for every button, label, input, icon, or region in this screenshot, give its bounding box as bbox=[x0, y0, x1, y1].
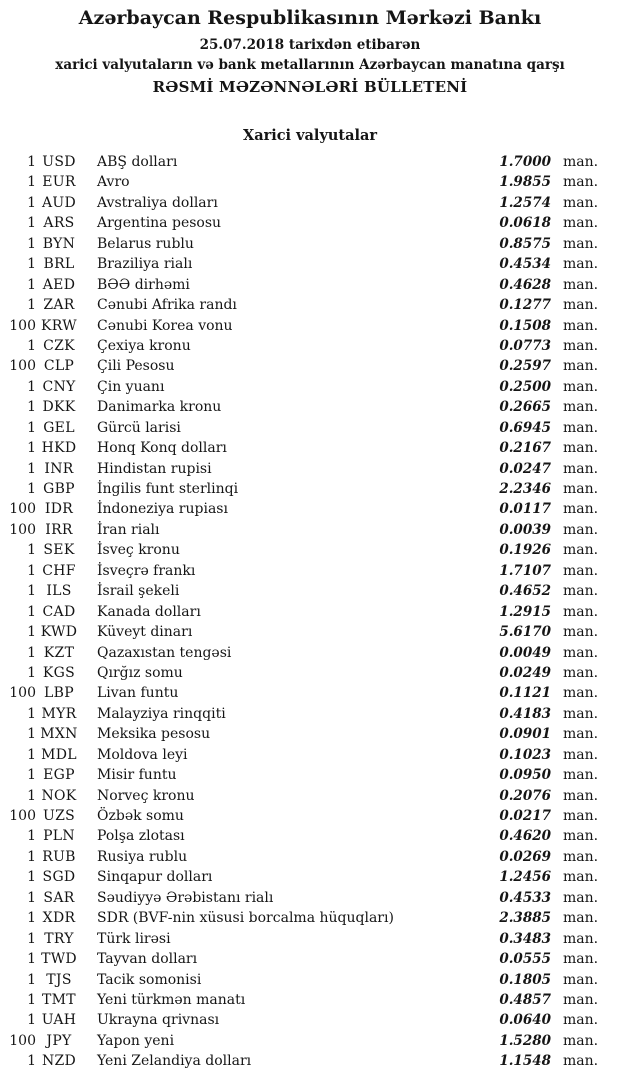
currency-code: KGS bbox=[42, 664, 76, 681]
quantity: 1 bbox=[27, 297, 36, 314]
rate-unit: man. bbox=[563, 399, 599, 416]
currency-code: GBP bbox=[43, 481, 75, 497]
rate-unit: man. bbox=[563, 705, 599, 722]
currency-name: ABŞ dolları bbox=[97, 154, 178, 170]
table-row bbox=[0, 929, 604, 949]
quantity: 1 bbox=[27, 419, 36, 436]
rate-unit: man. bbox=[563, 440, 599, 457]
quantity: 1 bbox=[27, 460, 36, 477]
table-row bbox=[0, 663, 604, 683]
currency-code: NOK bbox=[41, 787, 77, 804]
currency-name: Rusiya rublu bbox=[97, 848, 188, 865]
rate-value: 0.4533 bbox=[499, 889, 551, 906]
quantity: 1 bbox=[27, 440, 36, 457]
currency-code: UZS bbox=[42, 808, 76, 824]
rate-value: 0.2597 bbox=[499, 358, 551, 375]
currency-name: Moldova leyi bbox=[97, 746, 188, 763]
currency-code: GEL bbox=[43, 419, 75, 436]
rate-unit: man. bbox=[563, 869, 599, 886]
rate-value: 0.1926 bbox=[499, 542, 551, 559]
quantity: 100 bbox=[9, 521, 36, 538]
quantity: 1 bbox=[27, 910, 36, 927]
table-row bbox=[0, 418, 604, 438]
quantity: 1 bbox=[27, 1053, 36, 1070]
currency-name: Braziliya rialı bbox=[97, 256, 193, 273]
table-row bbox=[0, 888, 604, 908]
currency-name: Küveyt dinarı bbox=[97, 624, 193, 641]
quantity: 1 bbox=[27, 215, 36, 232]
currency-name: İsveçrə frankı bbox=[97, 562, 196, 579]
currency-code: CAD bbox=[42, 603, 76, 620]
currency-code: CZK bbox=[43, 337, 75, 354]
table-row bbox=[0, 336, 604, 356]
currency-code: ZAR bbox=[43, 297, 75, 314]
table-row bbox=[0, 316, 604, 336]
table-row bbox=[0, 438, 604, 458]
currency-code: TRY bbox=[44, 930, 74, 947]
table-row bbox=[0, 602, 604, 622]
rate-value: 1.5280 bbox=[499, 1032, 551, 1049]
currency-code: PLN bbox=[43, 828, 75, 845]
rate-value: 0.0249 bbox=[499, 664, 551, 681]
rate-unit: man. bbox=[563, 848, 599, 865]
bank-name-title: Azərbaycan Respublikasının Mərkəzi Bankı bbox=[78, 7, 542, 29]
currency-code: SGD bbox=[42, 869, 76, 886]
quantity: 1 bbox=[27, 971, 36, 988]
rate-value: 2.2346 bbox=[499, 481, 551, 497]
table-row bbox=[0, 152, 604, 172]
currency-name: İran rialı bbox=[97, 521, 160, 538]
rate-unit: man. bbox=[563, 297, 599, 314]
table-row bbox=[0, 990, 604, 1010]
currency-name: Yapon yeni bbox=[97, 1032, 175, 1049]
currency-name: Malayziya rinqqiti bbox=[97, 705, 226, 722]
currency-code: BRL bbox=[43, 256, 75, 273]
table-row bbox=[0, 581, 604, 601]
bulletin-title: RƏSMİ MƏZƏNNƏLƏRİ BÜLLETENİ bbox=[152, 78, 468, 96]
rate-unit: man. bbox=[563, 685, 599, 702]
rate-value: 0.0117 bbox=[499, 501, 551, 518]
currency-code: USD bbox=[42, 154, 76, 170]
rate-unit: man. bbox=[563, 378, 599, 395]
quantity: 100 bbox=[9, 685, 36, 702]
quantity: 1 bbox=[27, 930, 36, 947]
table-row bbox=[0, 683, 604, 703]
table-row bbox=[0, 540, 604, 560]
quantity: 1 bbox=[27, 194, 36, 211]
table-row bbox=[0, 970, 604, 990]
rate-unit: man. bbox=[563, 481, 599, 497]
rate-unit: man. bbox=[563, 746, 599, 763]
currency-name: Tayvan dolları bbox=[97, 951, 198, 968]
rate-unit: man. bbox=[563, 317, 599, 334]
currency-code: UAH bbox=[41, 1012, 77, 1029]
rate-value: 0.0217 bbox=[499, 808, 551, 824]
table-row bbox=[0, 867, 604, 887]
rate-value: 0.0618 bbox=[499, 215, 551, 232]
rate-value: 5.6170 bbox=[499, 624, 551, 641]
rate-value: 0.4534 bbox=[499, 256, 551, 273]
currency-code: AUD bbox=[41, 194, 77, 211]
quantity: 100 bbox=[9, 358, 36, 375]
rate-value: 0.4857 bbox=[499, 991, 551, 1008]
quantity: 1 bbox=[27, 869, 36, 886]
currency-code: MDL bbox=[41, 746, 77, 763]
table-row bbox=[0, 377, 604, 397]
currency-code: AED bbox=[42, 276, 76, 293]
currency-name: BƏƏ dirhəmi bbox=[97, 276, 190, 293]
currency-name: Səudiyyə Ərəbistanı rialı bbox=[97, 889, 274, 906]
table-row bbox=[0, 295, 604, 315]
currency-code: CHF bbox=[42, 562, 76, 579]
rate-value: 0.4620 bbox=[499, 828, 551, 845]
currency-name: Sinqapur dolları bbox=[97, 869, 213, 886]
currency-code: CNY bbox=[42, 378, 76, 395]
rate-value: 0.0049 bbox=[499, 644, 551, 661]
currency-name: Qırğız somu bbox=[97, 664, 183, 681]
quantity: 100 bbox=[9, 808, 36, 824]
currency-name: Çili Pesosu bbox=[97, 358, 175, 375]
currency-code: KRW bbox=[41, 317, 77, 334]
rate-unit: man. bbox=[563, 562, 599, 579]
rate-value: 1.7000 bbox=[499, 154, 551, 170]
rate-value: 0.0773 bbox=[499, 337, 551, 354]
currency-name: Belarus rublu bbox=[97, 235, 194, 252]
quantity: 1 bbox=[27, 174, 36, 191]
rate-value: 1.9855 bbox=[499, 174, 551, 191]
rate-unit: man. bbox=[563, 889, 599, 906]
currency-code: KZT bbox=[43, 644, 75, 661]
table-row bbox=[0, 704, 604, 724]
currency-code: TJS bbox=[46, 971, 72, 988]
table-row bbox=[0, 765, 604, 785]
currency-name: Argentina pesosu bbox=[97, 215, 222, 232]
quantity: 1 bbox=[27, 848, 36, 865]
table-row bbox=[0, 826, 604, 846]
rate-value: 0.0901 bbox=[499, 726, 551, 743]
currency-name: Danimarka kronu bbox=[97, 399, 222, 416]
quantity: 1 bbox=[27, 542, 36, 559]
currency-code: LBP bbox=[44, 685, 74, 702]
currency-code: MXN bbox=[40, 726, 78, 743]
rate-value: 2.3885 bbox=[499, 910, 551, 927]
quantity: 100 bbox=[9, 501, 36, 518]
currency-name: Avro bbox=[97, 174, 130, 191]
quantity: 1 bbox=[27, 378, 36, 395]
rate-unit: man. bbox=[563, 726, 599, 743]
rate-unit: man. bbox=[563, 215, 599, 232]
currency-name: Gürcü larisi bbox=[97, 419, 181, 436]
section-title-foreign-currencies: Xarici valyutalar bbox=[242, 127, 378, 144]
currency-name: İndoneziya rupiası bbox=[97, 501, 228, 518]
quantity: 100 bbox=[9, 1032, 36, 1049]
quantity: 1 bbox=[27, 337, 36, 354]
currency-name: Yeni Zelandiya dolları bbox=[97, 1053, 252, 1070]
currency-code: IRR bbox=[45, 521, 73, 538]
quantity: 100 bbox=[9, 317, 36, 334]
table-row bbox=[0, 172, 604, 192]
currency-code: ARS bbox=[43, 215, 75, 232]
rate-value: 0.0950 bbox=[499, 767, 551, 784]
rate-value: 1.2915 bbox=[499, 603, 551, 620]
currency-name: Çexiya kronu bbox=[97, 337, 191, 354]
rate-unit: man. bbox=[563, 194, 599, 211]
rate-value: 1.2574 bbox=[499, 194, 551, 211]
table-row bbox=[0, 356, 604, 376]
currency-name: İsveç kronu bbox=[97, 542, 180, 559]
table-row bbox=[0, 193, 604, 213]
rate-unit: man. bbox=[563, 235, 599, 252]
rate-value: 0.2167 bbox=[499, 440, 551, 457]
table-row bbox=[0, 275, 604, 295]
currency-name: Cənubi Afrika randı bbox=[97, 297, 237, 314]
table-row bbox=[0, 1031, 604, 1051]
quantity: 1 bbox=[27, 644, 36, 661]
currency-name: Çin yuanı bbox=[97, 378, 165, 395]
currency-name: Ukrayna qrivnası bbox=[97, 1012, 220, 1029]
currency-code: IDR bbox=[44, 501, 74, 518]
rate-value: 0.0640 bbox=[499, 1012, 551, 1029]
currency-name: SDR (BVF-nin xüsusi borcalma hüquqları) bbox=[97, 910, 394, 927]
rate-value: 0.1121 bbox=[499, 685, 551, 702]
table-row bbox=[0, 622, 604, 642]
currency-name: Norveç kronu bbox=[97, 787, 195, 804]
effective-date-line: 25.07.2018 tarixdən etibarən bbox=[199, 37, 421, 53]
quantity: 1 bbox=[27, 951, 36, 968]
rate-unit: man. bbox=[563, 174, 599, 191]
currency-name: Özbək somu bbox=[97, 808, 184, 824]
quantity: 1 bbox=[27, 991, 36, 1008]
currency-code: XDR bbox=[42, 910, 76, 927]
rate-unit: man. bbox=[563, 624, 599, 641]
quantity: 1 bbox=[27, 562, 36, 579]
currency-name: Avstraliya dolları bbox=[97, 194, 218, 211]
rate-value: 1.7107 bbox=[499, 562, 551, 579]
rate-unit: man. bbox=[563, 521, 599, 538]
rate-value: 0.3483 bbox=[499, 930, 551, 947]
rate-unit: man. bbox=[563, 930, 599, 947]
rate-value: 0.4628 bbox=[499, 276, 551, 293]
quantity: 1 bbox=[27, 787, 36, 804]
rate-unit: man. bbox=[563, 603, 599, 620]
table-row bbox=[0, 745, 604, 765]
currency-name: İngilis funt sterlinqi bbox=[97, 481, 239, 497]
currency-code: EUR bbox=[42, 174, 76, 191]
table-row bbox=[0, 847, 604, 867]
rate-unit: man. bbox=[563, 971, 599, 988]
rate-unit: man. bbox=[563, 154, 599, 170]
quantity: 1 bbox=[27, 399, 36, 416]
rate-unit: man. bbox=[563, 787, 599, 804]
table-row bbox=[0, 520, 604, 540]
rate-value: 0.1023 bbox=[499, 746, 551, 763]
rate-value: 0.1508 bbox=[499, 317, 551, 334]
bulletin-subtitle: xarici valyutaların və bank metallarının Azərbaycan manatına qarşı bbox=[55, 57, 565, 73]
table-row bbox=[0, 459, 604, 479]
table-row bbox=[0, 1010, 604, 1030]
rate-value: 0.1277 bbox=[499, 297, 551, 314]
currency-code: JPY bbox=[46, 1032, 72, 1049]
table-row bbox=[0, 561, 604, 581]
table-row bbox=[0, 786, 604, 806]
table-row bbox=[0, 643, 604, 663]
currency-code: BYN bbox=[42, 235, 76, 252]
currency-name: Honq Konq dolları bbox=[97, 440, 227, 457]
rate-unit: man. bbox=[563, 951, 599, 968]
rate-unit: man. bbox=[563, 991, 599, 1008]
quantity: 1 bbox=[27, 889, 36, 906]
rate-value: 0.8575 bbox=[499, 235, 551, 252]
quantity: 1 bbox=[27, 624, 36, 641]
rate-unit: man. bbox=[563, 419, 599, 436]
rate-value: 1.2456 bbox=[499, 869, 551, 886]
quantity: 1 bbox=[27, 828, 36, 845]
rate-unit: man. bbox=[563, 808, 599, 824]
table-row bbox=[0, 1051, 604, 1071]
currency-code: INR bbox=[44, 460, 74, 477]
rate-unit: man. bbox=[563, 828, 599, 845]
rate-value: 0.2665 bbox=[499, 399, 551, 416]
quantity: 1 bbox=[27, 726, 36, 743]
currency-name: Hindistan rupisi bbox=[97, 460, 212, 477]
quantity: 1 bbox=[27, 1012, 36, 1029]
rate-unit: man. bbox=[563, 256, 599, 273]
currency-code: TWD bbox=[41, 951, 77, 968]
rate-value: 0.4183 bbox=[499, 705, 551, 722]
quantity: 1 bbox=[27, 767, 36, 784]
quantity: 1 bbox=[27, 583, 36, 600]
currency-code: KWD bbox=[40, 624, 78, 641]
rate-value: 0.1805 bbox=[499, 971, 551, 988]
table-row bbox=[0, 806, 604, 826]
rate-unit: man. bbox=[563, 1012, 599, 1029]
quantity: 1 bbox=[27, 154, 36, 170]
currency-code: ILS bbox=[46, 583, 72, 600]
rate-value: 0.0039 bbox=[499, 521, 551, 538]
table-row bbox=[0, 724, 604, 744]
currency-code: TMT bbox=[42, 991, 76, 1008]
quantity: 1 bbox=[27, 256, 36, 273]
rate-value: 0.6945 bbox=[499, 419, 551, 436]
rate-unit: man. bbox=[563, 542, 599, 559]
rate-value: 0.4652 bbox=[499, 583, 551, 600]
currency-code: EGP bbox=[43, 767, 75, 784]
table-row bbox=[0, 234, 604, 254]
quantity: 1 bbox=[27, 481, 36, 497]
currency-name: Yeni türkmən manatı bbox=[97, 991, 246, 1008]
quantity: 1 bbox=[27, 664, 36, 681]
rate-value: 0.0269 bbox=[499, 848, 551, 865]
table-row bbox=[0, 908, 604, 928]
currency-code: SAR bbox=[43, 889, 75, 906]
rate-unit: man. bbox=[563, 276, 599, 293]
rate-unit: man. bbox=[563, 337, 599, 354]
currency-code: MYR bbox=[41, 705, 77, 722]
currency-code: CLP bbox=[43, 358, 75, 375]
table-row bbox=[0, 949, 604, 969]
currency-name: Türk lirəsi bbox=[97, 930, 171, 947]
currency-code: DKK bbox=[42, 399, 76, 416]
currency-name: Livan funtu bbox=[97, 685, 179, 702]
rate-unit: man. bbox=[563, 358, 599, 375]
currency-name: Polşa zlotası bbox=[97, 828, 185, 845]
rate-unit: man. bbox=[563, 767, 599, 784]
rate-value: 0.2500 bbox=[499, 378, 551, 395]
rate-value: 0.2076 bbox=[499, 787, 551, 804]
currency-name: Qazaxıstan tengəsi bbox=[97, 644, 232, 661]
rate-unit: man. bbox=[563, 460, 599, 477]
currency-name: Meksika pesosu bbox=[97, 726, 211, 743]
rate-unit: man. bbox=[563, 501, 599, 518]
currency-code: NZD bbox=[41, 1053, 77, 1070]
table-row bbox=[0, 213, 604, 233]
rate-unit: man. bbox=[563, 910, 599, 927]
quantity: 1 bbox=[27, 746, 36, 763]
currency-name: İsrail şekeli bbox=[97, 583, 180, 600]
table-row bbox=[0, 499, 604, 519]
currency-name: Cənubi Korea vonu bbox=[97, 317, 233, 334]
exchange-rates-table bbox=[0, 152, 620, 1072]
table-row bbox=[0, 397, 604, 417]
currency-name: Tacik somonisi bbox=[97, 971, 202, 988]
rate-unit: man. bbox=[563, 583, 599, 600]
currency-name: Misir funtu bbox=[97, 767, 177, 784]
currency-code: HKD bbox=[41, 440, 77, 457]
table-row bbox=[0, 254, 604, 274]
rate-value: 1.1548 bbox=[499, 1053, 551, 1070]
quantity: 1 bbox=[27, 603, 36, 620]
rate-value: 0.0555 bbox=[499, 951, 551, 968]
quantity: 1 bbox=[27, 235, 36, 252]
rate-unit: man. bbox=[563, 664, 599, 681]
quantity: 1 bbox=[27, 705, 36, 722]
currency-name: Kanada dolları bbox=[97, 603, 201, 620]
currency-code: SEK bbox=[43, 542, 75, 559]
rate-unit: man. bbox=[563, 1053, 599, 1070]
rate-unit: man. bbox=[563, 1032, 599, 1049]
rate-unit: man. bbox=[563, 644, 599, 661]
rate-value: 0.0247 bbox=[499, 460, 551, 477]
quantity: 1 bbox=[27, 276, 36, 293]
currency-code: RUB bbox=[42, 848, 76, 865]
table-row bbox=[0, 479, 604, 499]
